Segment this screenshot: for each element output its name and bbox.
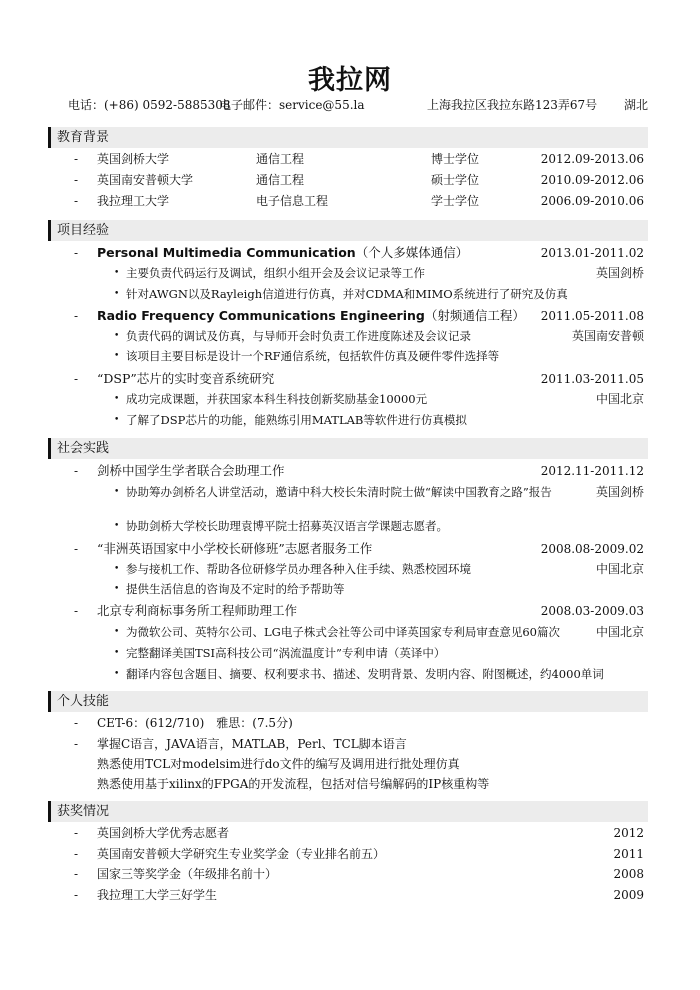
skill-text: CET-6：(612/710) 雅思：(7.5分) [97, 716, 293, 730]
bullet-row [48, 666, 648, 683]
email: 电子邮件：service@55.la [219, 98, 365, 112]
dash: - [74, 716, 79, 730]
bullet-icon: • [114, 351, 120, 361]
period: 2012.11-2011.12 [540, 464, 644, 478]
bullet-row [48, 391, 648, 408]
school: 英国南安普顿大学 [97, 173, 194, 187]
bullet-row [48, 624, 648, 641]
dash: - [74, 173, 79, 187]
location: 中国北京 [595, 562, 644, 576]
location: 中国北京 [595, 392, 644, 406]
dash: - [74, 309, 79, 323]
bullet-icon: • [114, 415, 120, 425]
section-heading-projects: 项目经验 [48, 220, 648, 241]
skill-text: 熟悉使用基于xilinx的FPGA的开发流程，包括对信号编解码的IP核重构等 [97, 777, 490, 791]
bullet-text: 翻译内容包含题目、摘要、权利要求书、描述、发明背景、发明内容、附图概述，约4000单词 [126, 667, 604, 681]
bullet-text: 提供生活信息的咨询及不定时的给予帮助等 [126, 582, 345, 596]
dash: - [74, 867, 79, 881]
dash: - [74, 737, 79, 751]
award-name: 英国南安普顿大学研究生专业奖学金（专业排名前五） [97, 847, 386, 861]
bullet-icon: • [114, 564, 120, 574]
bullet-text: 主要负责代码运行及调试，组织小组开会及会议记录等工作 [126, 266, 425, 280]
skill-row [48, 756, 648, 773]
award-year: 2012 [613, 826, 644, 840]
dash: - [74, 372, 79, 386]
bullet-row [48, 265, 648, 282]
period: 2011.03-2011.05 [540, 372, 644, 386]
project-title-en: Personal Multimedia Communication [97, 245, 356, 260]
dash: - [74, 542, 79, 556]
practice-title: 北京专利商标事务所工程师助理工作 [97, 603, 298, 618]
period: 2011.05-2011.08 [540, 309, 644, 323]
location: 英国南安普顿 [571, 329, 644, 343]
address: 上海我拉区我拉东路123弄67号 [427, 98, 598, 112]
bullet-text: 协助筹办剑桥名人讲堂活动，邀请中科大校长朱清时院士做“解读中国教育之路”报告 [126, 485, 552, 499]
dash: - [74, 847, 79, 861]
major: 电子信息工程 [256, 194, 329, 208]
bullet-icon: • [114, 648, 120, 658]
practice-title-row [48, 541, 648, 558]
award-row [48, 866, 648, 883]
dash: - [74, 464, 79, 478]
location: 英国剑桥 [595, 485, 644, 499]
dash: - [74, 246, 79, 260]
bullet-text: 针对AWGN以及Rayleigh信道进行仿真，并对CDMA和MIMO系统进行了研究及仿真 [126, 287, 568, 301]
location: 中国北京 [595, 625, 644, 639]
project-title-row [48, 371, 648, 388]
bullet-text: 协助剑桥大学校长助理袁博平院士招募英汉语言学课题志愿者。 [126, 519, 448, 533]
degree: 博士学位 [431, 152, 480, 166]
bullet-row [48, 484, 648, 516]
bullet-icon: • [114, 584, 120, 594]
degree: 学士学位 [431, 194, 480, 208]
bullet-text: 成功完成课题，并获国家本科生科技创新奖励基金10000元 [126, 392, 428, 406]
award-name: 英国剑桥大学优秀志愿者 [97, 826, 230, 840]
bullet-icon: • [114, 487, 120, 497]
section-heading-education: 教育背景 [48, 127, 648, 148]
section-heading-practice: 社会实践 [48, 438, 648, 459]
dash: - [74, 604, 79, 618]
education-row [48, 172, 648, 189]
bullet-text: 参与接机工作、帮助各位研修学员办理各种入住手续、熟悉校园环境 [126, 562, 471, 576]
project-title-row [48, 308, 648, 325]
bullet-icon: • [114, 331, 120, 341]
period: 2012.09-2013.06 [540, 152, 644, 166]
award-name: 我拉理工大学三好学生 [97, 888, 218, 902]
award-year: 2009 [613, 888, 644, 902]
bullet-row [48, 561, 648, 578]
bullet-text: 负责代码的调试及仿真，与导师开会时负责工作进度陈述及会议记录 [126, 329, 471, 343]
location: 英国剑桥 [595, 266, 644, 280]
project-title-en: Radio Frequency Communications Engineering [97, 308, 425, 323]
bullet-icon: • [114, 521, 120, 531]
bullet-icon: • [114, 394, 120, 404]
project-title [97, 245, 468, 261]
major: 通信工程 [256, 173, 305, 187]
award-row [48, 825, 648, 842]
award-row [48, 846, 648, 863]
project-title-cn: （射频通信工程） [424, 308, 525, 323]
skill-row [48, 736, 648, 753]
bullet-row [48, 348, 648, 365]
bullet-row [48, 581, 648, 598]
contact-line [0, 96, 700, 112]
skill-text: 熟悉使用TCL对modelsim进行do文件的编写及调用进行批处理仿真 [97, 757, 460, 771]
practice-title-row [48, 603, 648, 620]
province: 湖北 [624, 98, 649, 112]
award-row [48, 887, 648, 904]
practice-title-row [48, 463, 648, 480]
degree: 硕士学位 [431, 173, 480, 187]
bullet-row [48, 328, 648, 345]
phone: 电话：(+86) 0592-5885308 [68, 98, 231, 112]
bullet-icon: • [114, 268, 120, 278]
bullet-text: 完整翻译美国TSI高科技公司“涡流温度计”专利申请（英译中） [126, 646, 446, 660]
resume-name: 我拉网 [308, 65, 392, 96]
bullet-icon: • [114, 289, 120, 299]
project-title: “DSP”芯片的实时变音系统研究 [97, 371, 275, 386]
bullet-text: 了解了DSP芯片的功能，能熟练引用MATLAB等软件进行仿真模拟 [126, 413, 467, 427]
section-heading-awards: 获奖情况 [48, 801, 648, 822]
school: 英国剑桥大学 [97, 152, 170, 166]
dash: - [74, 152, 79, 166]
practice-title: 剑桥中国学生学者联合会助理工作 [97, 463, 285, 478]
major: 通信工程 [256, 152, 305, 166]
bullet-row [48, 286, 648, 303]
bullet-icon: • [114, 627, 120, 637]
period: 2010.09-2012.06 [540, 173, 644, 187]
education-row [48, 151, 648, 168]
bullet-text: 为微软公司、英特尔公司、LG电子株式会社等公司中译英国家专利局审查意见60篇次 [126, 625, 560, 639]
section-heading-skills: 个人技能 [48, 691, 648, 712]
period: 2008.08-2009.02 [540, 542, 644, 556]
bullet-row [48, 518, 648, 535]
period: 2013.01-2011.02 [540, 246, 644, 260]
skill-text: 掌握C语言，JAVA语言，MATLAB，Perl、TCL脚本语言 [97, 737, 407, 751]
bullet-row [48, 412, 648, 429]
project-title-row [48, 245, 648, 262]
skill-row [48, 715, 648, 732]
bullet-icon: • [114, 669, 120, 679]
award-year: 2011 [613, 847, 644, 861]
skill-row [48, 776, 648, 793]
dash: - [74, 194, 79, 208]
practice-title: “非洲英语国家中小学校长研修班”志愿者服务工作 [97, 541, 373, 556]
period: 2008.03-2009.03 [540, 604, 644, 618]
award-year: 2008 [613, 867, 644, 881]
period: 2006.09-2010.06 [540, 194, 644, 208]
dash: - [74, 888, 79, 902]
project-title [97, 308, 525, 324]
bullet-text: 该项目主要目标是设计一个RF通信系统，包括软件仿真及硬件零件选择等 [126, 349, 500, 363]
dash: - [74, 826, 79, 840]
school: 我拉理工大学 [97, 194, 170, 208]
project-title-cn: （个人多媒体通信） [355, 245, 469, 260]
education-row [48, 193, 648, 210]
bullet-row [48, 645, 648, 662]
award-name: 国家三等奖学金（年级排名前十） [97, 867, 278, 881]
